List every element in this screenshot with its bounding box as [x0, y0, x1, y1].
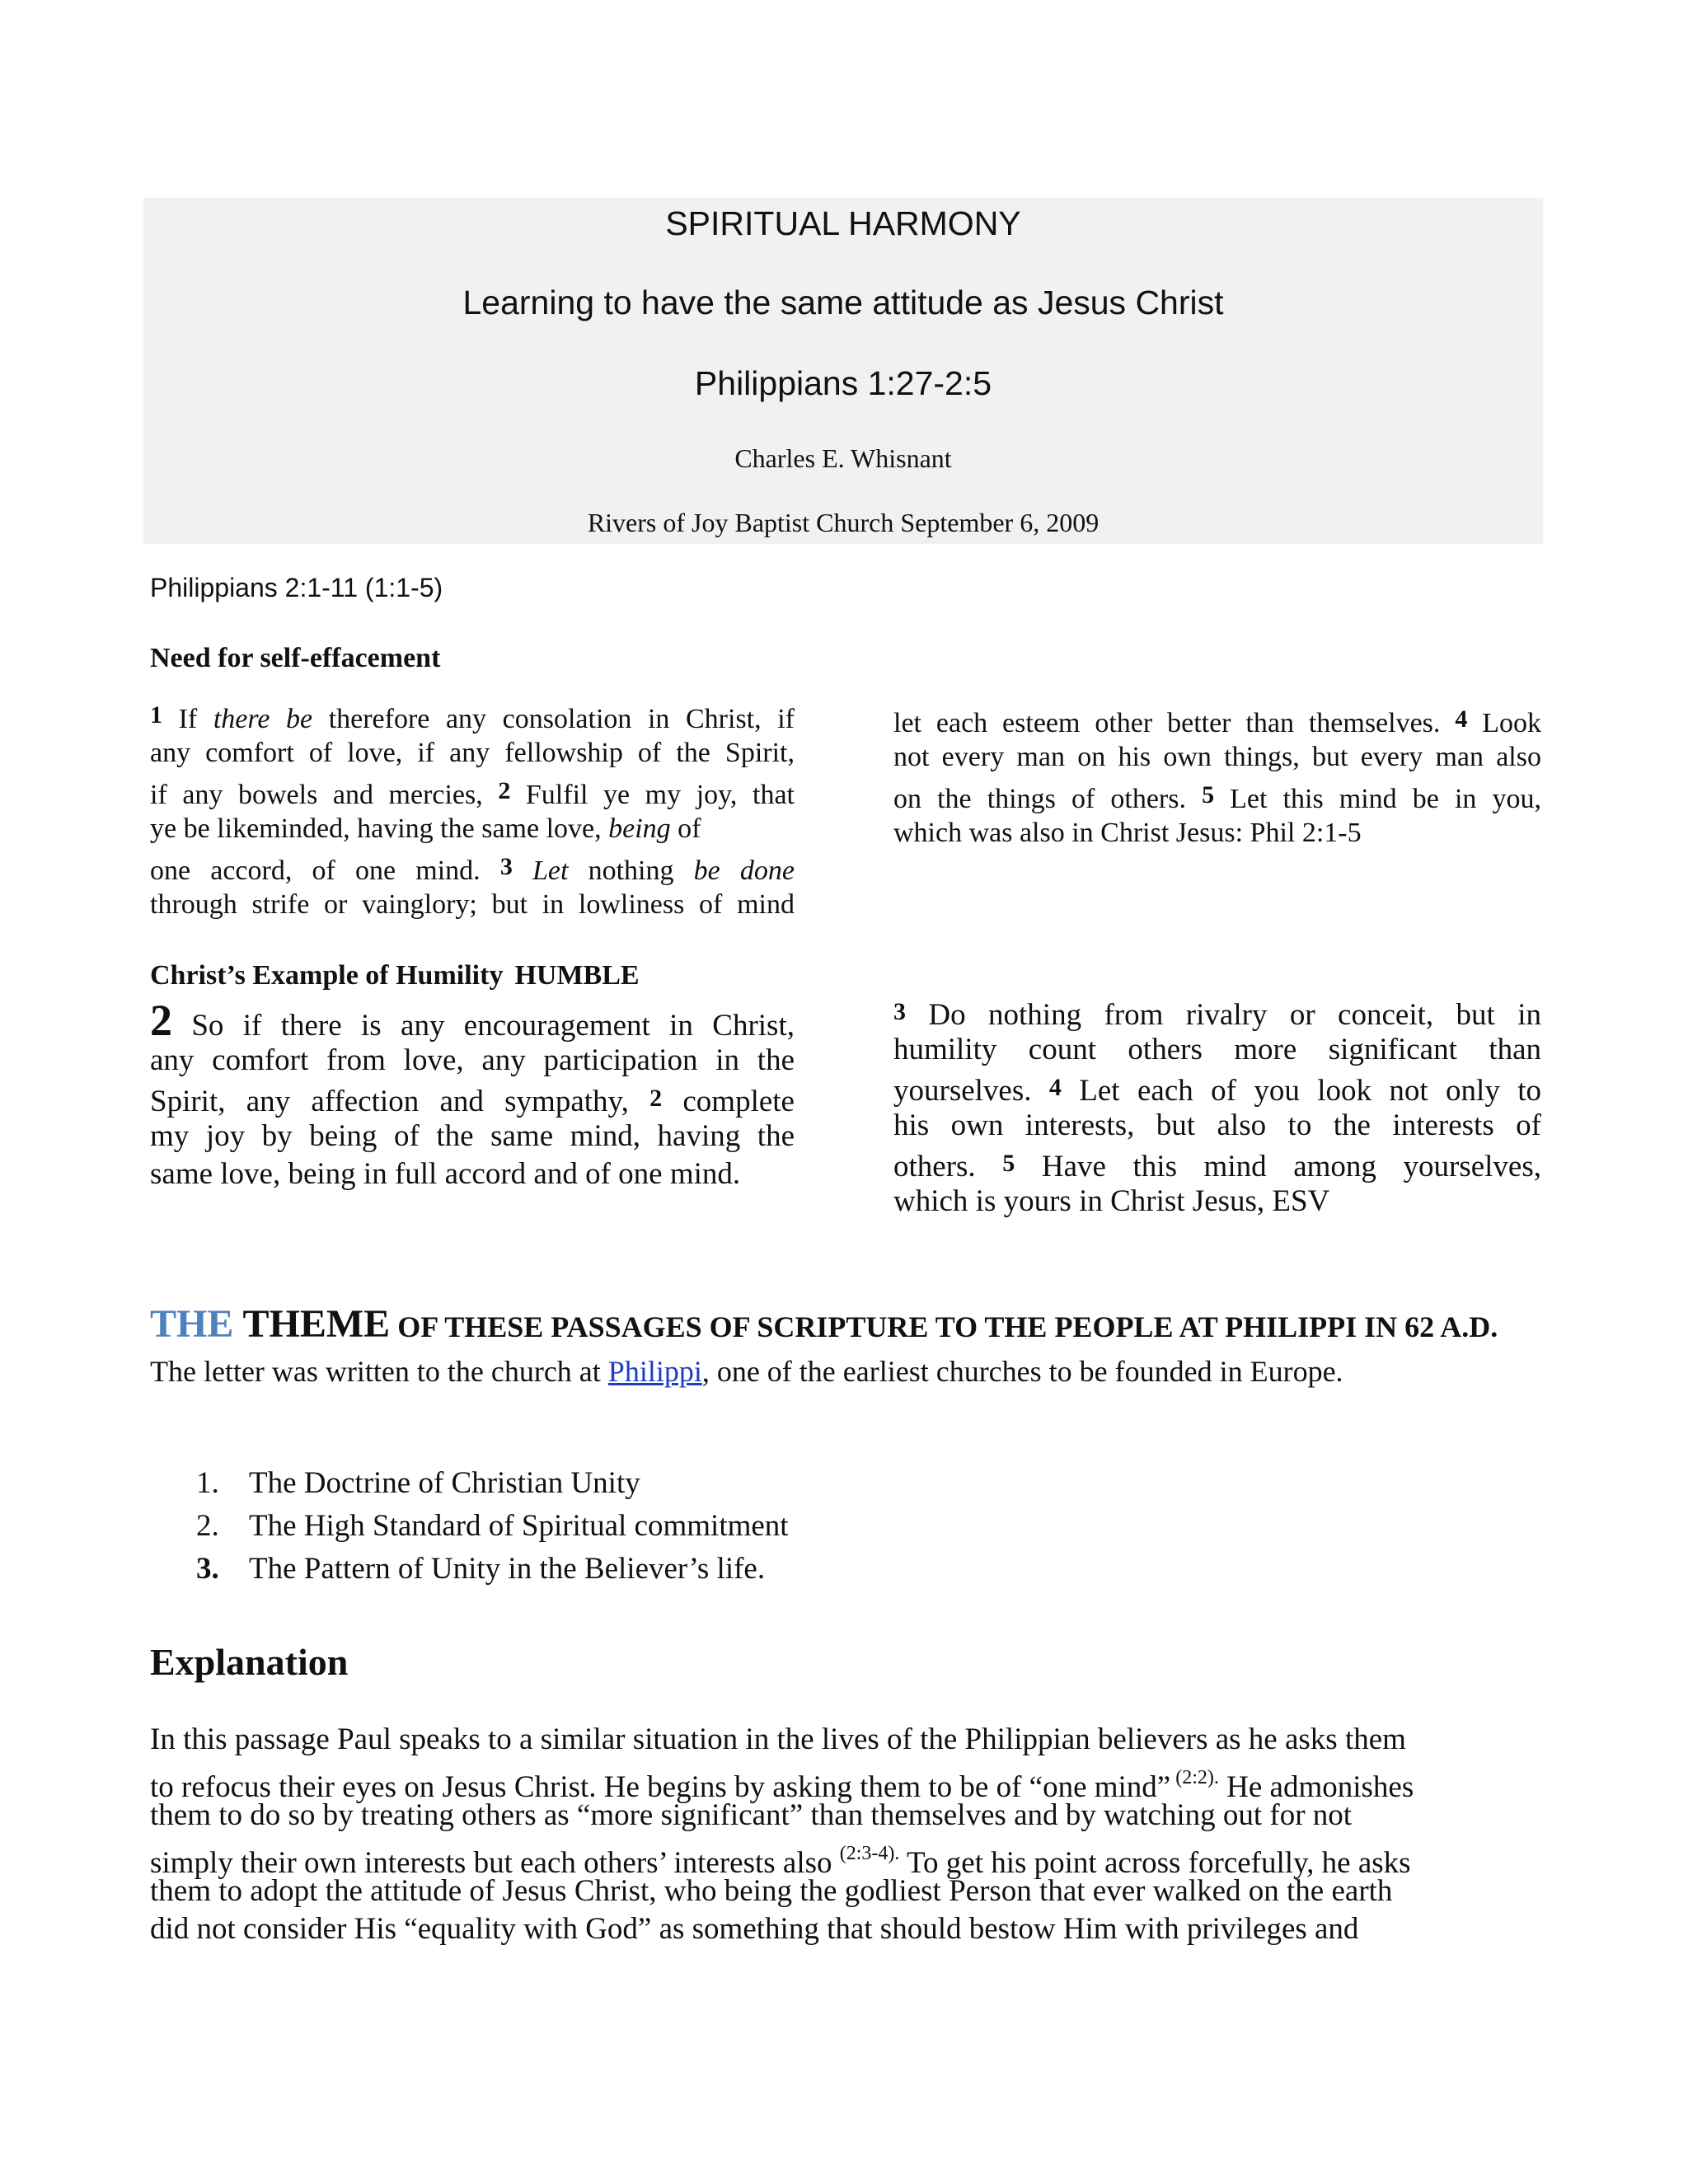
text-line: which is yours in Christ Jesus, ESV: [893, 1184, 1330, 1218]
theme-word: THEME: [233, 1302, 391, 1346]
philippi-link[interactable]: Philippi: [607, 1355, 702, 1388]
text-line: his own interests, but also to the interests of: [893, 1108, 1541, 1142]
text-line: did not consider His “equality with God” as something that should bestow Him with privileges and: [150, 1912, 1359, 1946]
verse-number: 2: [498, 777, 511, 804]
text-line: any comfort of love, if any fellowship of the Spirit,: [150, 738, 795, 768]
text-run: if any bowels and mercies,: [150, 780, 499, 810]
verse-number: 5: [1202, 781, 1215, 808]
text-line: them to do so by treating others as “more significant” than themselves and by watching out for not: [150, 1798, 1353, 1832]
text-line: [150, 1759, 1543, 1804]
text-run: nothing: [568, 855, 694, 886]
verse-number: 3: [893, 998, 906, 1025]
document-subtitle: Learning to have the same attitude as Jesus Christ: [462, 284, 1224, 321]
text-line: which was also in Christ Jesus: Phil 2:1-5: [893, 818, 1362, 848]
text-run: Have this mind among yourselves,: [1015, 1150, 1541, 1183]
esv-text-right-column: [893, 993, 1541, 1221]
superscript-reference: (2:3-4).: [839, 1843, 900, 1864]
text-line: them to adopt the attitude of Jesus Christ, who being the godliest Person that ever walked on the earth: [150, 1874, 1393, 1908]
theme-paragraph: [150, 1302, 1543, 1394]
text-line: [893, 1145, 1541, 1183]
passage-reference: Philippians 2:1-11 (1:1-5): [150, 573, 443, 602]
text-line: [150, 810, 795, 848]
text-run: So if there is any encouragement in Christ,: [172, 1009, 795, 1043]
text-run: Do nothing from rivalry or conceit, but in: [906, 998, 1541, 1032]
heading-text: Christ’s Example of Humility: [150, 960, 504, 991]
verse-number: 2: [649, 1085, 663, 1112]
italic-run: there be: [213, 704, 313, 734]
list-text: The Doctrine of Christian Unity: [249, 1466, 640, 1500]
author-name: Charles E. Whisnant: [734, 443, 952, 473]
scripture-reference: Philippians 1:27-2:5: [694, 364, 992, 402]
text-run: therefore any consolation in Christ, if: [312, 704, 795, 734]
text-run: The letter was written to the church at: [150, 1355, 608, 1388]
list-text: The High Standard of Spiritual commitment: [249, 1509, 789, 1543]
text-line: same love, being in full accord and of one mind.: [150, 1157, 741, 1191]
text-line: In this passage Paul speaks to a similar situation in the lives of the Philippian believers as he asks them: [150, 1722, 1406, 1756]
text-line: through strife or vainglory; but in lowliness of mind: [150, 889, 795, 920]
text-run: let each esteem other better than themselves.: [893, 708, 1456, 738]
verse-number: 1: [150, 701, 162, 729]
text-run: on the things of others.: [893, 784, 1203, 814]
heading-upper-text: HUMBLE: [514, 960, 640, 991]
verse-number: 5: [1002, 1150, 1015, 1177]
superscript-reference: (2:2).: [1170, 1767, 1219, 1788]
text-run: yourselves.: [893, 1074, 1049, 1108]
text-run: Look: [1467, 708, 1541, 738]
text-line: [150, 772, 795, 810]
text-line: [150, 996, 795, 1045]
title-block: [143, 198, 1543, 544]
italic-run: being: [608, 813, 671, 844]
text-run: Spirit, any affection and sympathy,: [150, 1085, 650, 1118]
text-line: [893, 776, 1541, 814]
theme-caps-text: OF THESE PASSAGES OF SCRIPTURE TO THE PEOPLE AT PHILIPPI IN 62 A.D.: [390, 1310, 1498, 1343]
list-item: [196, 1465, 640, 1501]
text-run: He admonishes: [1218, 1770, 1414, 1804]
text-run: ye be likeminded, having the same love,: [150, 813, 609, 844]
italic-run: be done: [693, 855, 795, 886]
explanation-paragraph: [150, 1721, 1543, 1948]
text-line: [150, 1080, 795, 1118]
section-heading-humility: [150, 960, 640, 991]
text-line: [150, 848, 795, 886]
text-line: any comfort from love, any participation in the: [150, 1043, 795, 1077]
verse-number: 4: [1455, 705, 1468, 733]
text-run: Fulfil ye my joy, that: [510, 780, 795, 810]
text-line: [893, 1069, 1541, 1107]
text-run: Let each of you look not only to: [1061, 1074, 1541, 1108]
list-number: 3.: [196, 1552, 219, 1586]
text-line: not every man on his own things, but every man also: [893, 742, 1541, 772]
text-run: complete: [662, 1085, 795, 1118]
esv-text-left-column: [150, 996, 795, 1193]
text-run: , one of the earliest churches to be founded in Europe.: [701, 1355, 1343, 1388]
list-number: 2.: [196, 1509, 219, 1543]
text-run: one accord, of one mind.: [150, 855, 500, 886]
list-text: The Pattern of Unity in the Believer’s life.: [249, 1552, 766, 1586]
text-run: Let this mind be in you,: [1214, 784, 1542, 814]
verse-number: 4: [1048, 1074, 1062, 1101]
text-run: simply their own interests but each others’ interests also: [150, 1846, 840, 1880]
text-line: humility count others more significant than: [893, 1033, 1541, 1066]
kjv-text-left-column: [150, 696, 795, 924]
list-item: [196, 1508, 789, 1544]
text-run: To get his point across forcefully, he asks: [899, 1846, 1411, 1880]
list-item: [196, 1551, 765, 1586]
text-line: my joy by being of the same mind, having the: [150, 1119, 795, 1153]
text-line: [893, 701, 1541, 738]
text-run: [513, 855, 532, 886]
text-line: [150, 696, 795, 734]
section-heading-self-effacement: Need for self-effacement: [150, 643, 441, 673]
text-run: If: [162, 704, 213, 734]
chapter-number: 2: [150, 996, 172, 1045]
text-run: to refocus their eyes on Jesus Christ. He begins by asking them to be of “one mind”: [150, 1770, 1171, 1804]
italic-run: Let: [532, 855, 569, 886]
list-number: 1.: [196, 1466, 219, 1500]
text-line: [893, 993, 1541, 1031]
church-and-date: Rivers of Joy Baptist Church September 6, 2009: [587, 508, 1100, 537]
verse-number: 3: [499, 853, 513, 880]
theme-the-word: THE: [150, 1302, 234, 1346]
kjv-text-right-column: [893, 701, 1541, 852]
text-run: others.: [893, 1150, 1003, 1183]
document-title: SPIRITUAL HARMONY: [665, 204, 1021, 242]
text-run: of: [670, 813, 701, 844]
text-line: [150, 1835, 1543, 1880]
explanation-heading: Explanation: [150, 1641, 349, 1683]
